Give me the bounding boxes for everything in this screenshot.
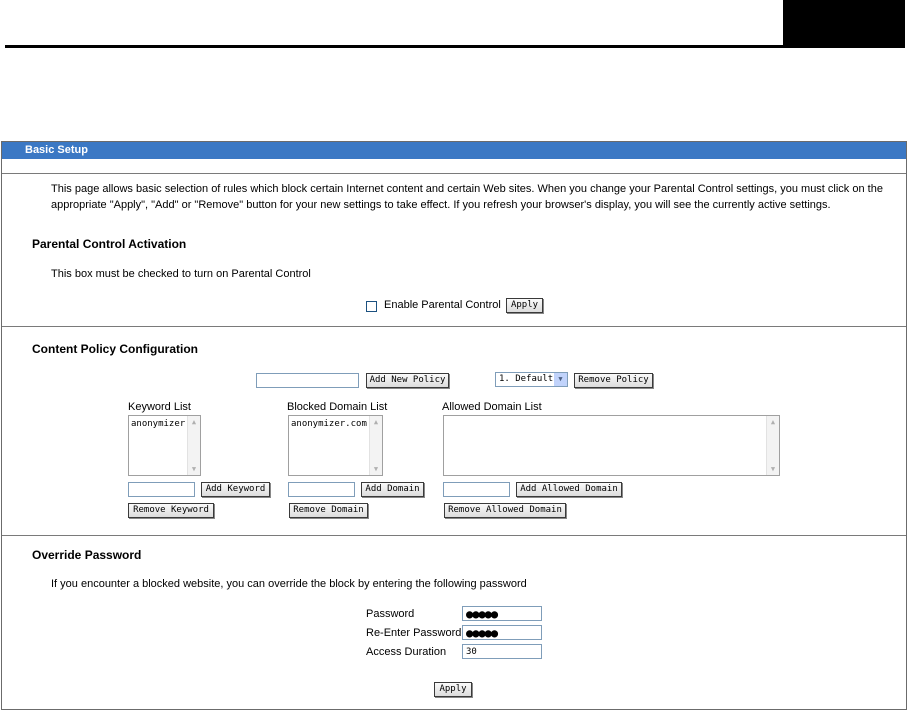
intro-text-1: This page allows basic selection of rules which block certain Internet content and certain Web sites. When you change your Parental Control settings, you must click on the (51, 183, 883, 195)
add-keyword-button[interactable]: Add Keyword (201, 482, 270, 497)
scroll-up-icon[interactable]: ▲ (373, 418, 379, 426)
keyword-input[interactable] (128, 482, 195, 497)
enable-parental-control-checkbox[interactable] (366, 301, 377, 312)
access-duration-label: Access Duration (366, 646, 447, 658)
add-domain-button[interactable]: Add Domain (361, 482, 424, 497)
remove-allowed-domain-button[interactable]: Remove Allowed Domain (444, 503, 566, 518)
scrollbar[interactable] (187, 416, 200, 475)
scrollbar[interactable] (766, 416, 779, 475)
allowed-domain-input[interactable] (443, 482, 510, 497)
remove-policy-button[interactable]: Remove Policy (574, 373, 653, 388)
page-title: Basic Setup (25, 144, 88, 156)
content-policy-heading: Content Policy Configuration (32, 342, 198, 356)
password-label: Password (366, 608, 415, 620)
divider (2, 173, 906, 174)
allowed-domain-list-title: Allowed Domain List (442, 401, 542, 413)
override-heading: Override Password (32, 548, 142, 562)
blocked-domain-list-title: Blocked Domain List (287, 401, 388, 413)
scroll-down-icon[interactable]: ▼ (373, 465, 379, 473)
panel-titlebar (2, 142, 906, 159)
reenter-password-label: Re-Enter Password (366, 627, 462, 639)
new-policy-input[interactable] (256, 373, 359, 388)
override-note: If you encounter a blocked website, you can override the block by entering the following password (51, 578, 527, 590)
scroll-down-icon[interactable]: ▼ (191, 465, 197, 473)
chevron-down-icon[interactable]: ▼ (554, 373, 567, 386)
divider (2, 535, 906, 536)
access-duration-field[interactable] (462, 644, 542, 659)
remove-domain-button[interactable]: Remove Domain (289, 503, 368, 518)
scroll-up-icon[interactable]: ▲ (191, 418, 197, 426)
intro-text-2: appropriate "Apply", "Add" or "Remove" button for your new settings to take effect. If you refresh your browser's display, you will see the currently active settings. (51, 199, 831, 211)
enable-parental-control-label: Enable Parental Control (384, 299, 501, 311)
scrollbar[interactable] (369, 416, 382, 475)
add-new-policy-button[interactable]: Add New Policy (366, 373, 449, 388)
keyword-list-title: Keyword List (128, 401, 191, 413)
list-item[interactable]: anonymizer (131, 419, 186, 429)
blocked-domain-listbox[interactable] (288, 415, 383, 476)
override-apply-button[interactable]: Apply (434, 682, 472, 697)
scroll-down-icon[interactable]: ▼ (770, 465, 776, 473)
reenter-password-field[interactable] (462, 625, 542, 640)
header-block (783, 0, 905, 47)
keyword-listbox[interactable] (128, 415, 201, 476)
activation-apply-button[interactable]: Apply (506, 298, 543, 313)
header-rule (5, 45, 905, 48)
policy-select[interactable] (495, 372, 568, 387)
allowed-domain-listbox[interactable] (443, 415, 780, 476)
activation-note: This box must be checked to turn on Parental Control (51, 268, 311, 280)
activation-heading: Parental Control Activation (32, 237, 187, 251)
add-allowed-domain-button[interactable]: Add Allowed Domain (516, 482, 622, 497)
scroll-up-icon[interactable]: ▲ (770, 418, 776, 426)
policy-select-value: 1. Default (499, 374, 554, 384)
blocked-domain-input[interactable] (288, 482, 355, 497)
password-field[interactable] (462, 606, 542, 621)
divider (2, 326, 906, 327)
remove-keyword-button[interactable]: Remove Keyword (128, 503, 214, 518)
list-item[interactable]: anonymizer.com (291, 419, 367, 429)
